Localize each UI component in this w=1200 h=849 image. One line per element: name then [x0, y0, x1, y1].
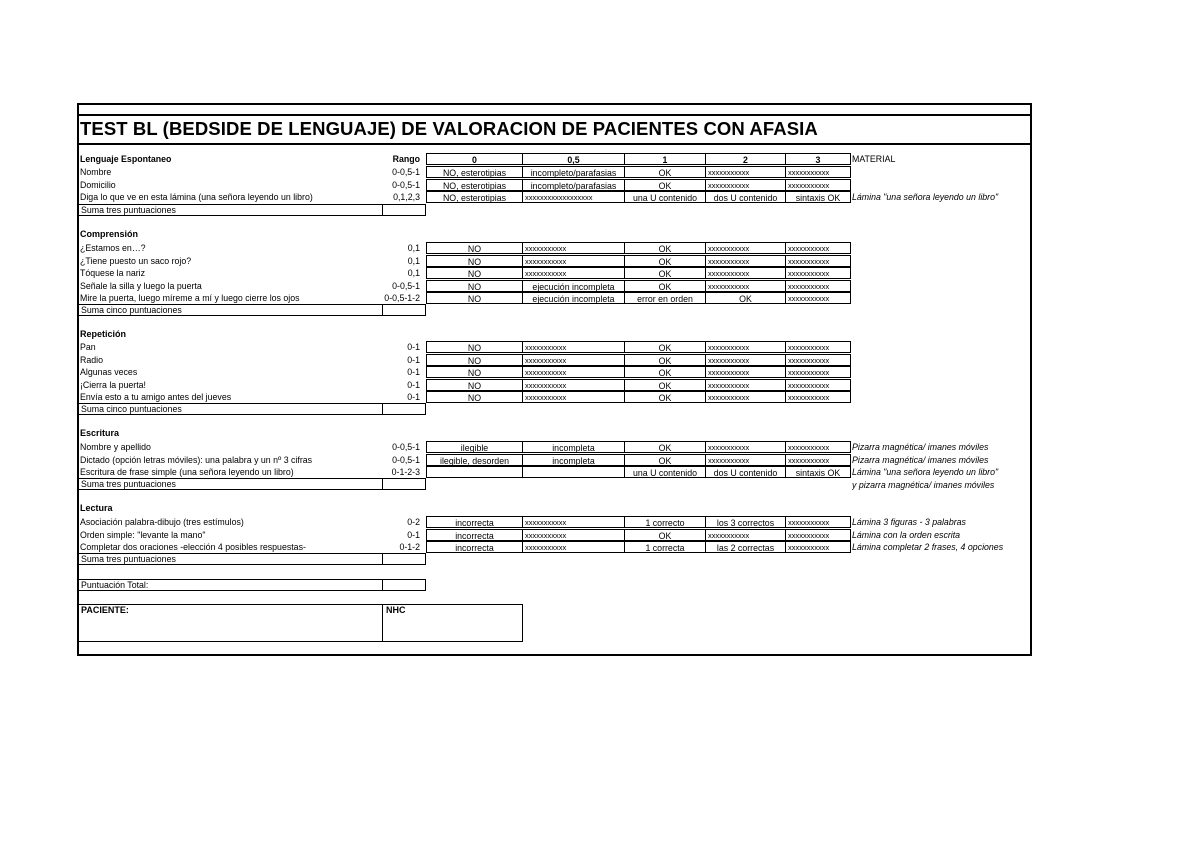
score-cell-c0: NO — [426, 267, 523, 279]
score-cell-c0: NO — [426, 292, 523, 304]
score-cell-c2: xxxxxxxxxxx — [705, 179, 786, 191]
score-cell-c0: NO — [426, 354, 523, 366]
item-range: 0,1,2,3 — [393, 192, 420, 202]
score-cell-c1: OK — [624, 341, 706, 353]
material-note: Lámina "una señora leyendo un libro" — [852, 192, 999, 202]
score-cell-c1: OK — [624, 454, 706, 466]
score-header-0: 0 — [426, 153, 523, 165]
section-title-espontaneo: Lenguaje Espontaneo — [80, 154, 172, 164]
sum-value-box[interactable] — [382, 553, 427, 565]
item-label: Nombre y apellido — [80, 442, 151, 452]
score-cell-c3: xxxxxxxxxxx — [785, 366, 851, 378]
score-cell-c2: xxxxxxxxxxx — [705, 454, 786, 466]
score-cell-c2: xxxxxxxxxxx — [705, 341, 786, 353]
item-range: 0-0,5-1 — [392, 454, 420, 465]
table-row — [0, 341, 1200, 353]
material-note: Lámina completar 2 frases, 4 opciones — [852, 542, 1004, 552]
score-cell-c1: una U contenido — [624, 191, 706, 203]
table-row — [0, 516, 1200, 528]
score-cell-c1: OK — [624, 391, 706, 403]
score-cell-c0 — [426, 466, 523, 478]
item-label: Algunas veces — [80, 367, 138, 377]
score-cell-c1: OK — [624, 242, 706, 254]
item-range: 0-1 — [407, 342, 420, 352]
item-label: Radio — [80, 354, 103, 365]
score-cell-c0: NO — [426, 280, 523, 292]
table-row — [0, 454, 1200, 466]
item-label: Dictado (opción letras móviles): una palabra y un nº 3 cifras — [80, 454, 313, 465]
sum-label: Suma cinco puntuaciones — [81, 305, 182, 315]
table-row — [0, 379, 1200, 391]
item-label: ¿Estamos en…? — [80, 243, 146, 253]
table-row — [0, 366, 1200, 378]
score-cell-c3: xxxxxxxxxxx — [785, 541, 851, 553]
score-cell-c1: 1 correcto — [624, 516, 706, 528]
score-cell-c05: xxxxxxxxxxx — [522, 242, 625, 254]
item-range: 0-1 — [407, 354, 420, 365]
item-label: Asociación palabra-dibujo (tres estímulos) — [80, 517, 244, 527]
total-score — [78, 579, 426, 591]
score-cell-c05: xxxxxxxxxxx — [522, 366, 625, 378]
section-title-escritura: Escritura — [80, 428, 120, 438]
score-cell-c1: OK — [624, 354, 706, 366]
item-range: 0-0,5-1-2 — [384, 293, 420, 303]
sum-label: Suma tres puntuaciones — [81, 205, 176, 215]
item-range: 0-2 — [407, 517, 420, 527]
table-row — [0, 166, 1200, 178]
score-cell-c05: xxxxxxxxxxx — [522, 516, 625, 528]
sum-label: Puntuación Total: — [81, 580, 149, 590]
sum-label: Suma cinco puntuaciones — [81, 404, 182, 414]
score-header-2: 1 — [624, 153, 706, 165]
sum-value-box[interactable] — [382, 403, 427, 415]
score-cell-c2: xxxxxxxxxxx — [705, 529, 786, 541]
score-header-1: 0,5 — [522, 153, 625, 165]
score-cell-c0: NO — [426, 379, 523, 391]
table-row — [0, 391, 1200, 403]
page-title: TEST BL (BEDSIDE DE LENGUAJE) DE VALORACION DE PACIENTES CON AFASIA — [80, 118, 818, 139]
score-cell-c2: xxxxxxxxxxx — [705, 441, 786, 453]
score-cell-c2: xxxxxxxxxxx — [705, 366, 786, 378]
patient-label: PACIENTE: — [81, 605, 129, 615]
item-range: 0-0,5-1 — [392, 179, 420, 190]
score-cell-c2: xxxxxxxxxxx — [705, 354, 786, 366]
table-row — [0, 441, 1200, 453]
score-cell-c05: xxxxxxxxxxx — [522, 391, 625, 403]
header-row — [0, 153, 1200, 165]
score-cell-c05: ejecución incompleta — [522, 280, 625, 292]
item-range: 0-0,5-1 — [392, 167, 420, 177]
score-cell-c0: incorrecta — [426, 516, 523, 528]
score-cell-c3: xxxxxxxxxxx — [785, 529, 851, 541]
score-cell-c0: ilegible — [426, 441, 523, 453]
patient-divider — [382, 605, 383, 641]
patient-box — [78, 604, 523, 642]
sum-value-box[interactable] — [382, 204, 427, 216]
sum-repeticion — [78, 403, 426, 415]
score-cell-c2: xxxxxxxxxxx — [705, 166, 786, 178]
score-cell-c3: xxxxxxxxxxx — [785, 242, 851, 254]
sum-label: Suma tres puntuaciones — [81, 554, 176, 564]
item-label: Orden simple: "levante la mano" — [80, 529, 206, 540]
score-cell-c3: sintaxis OK — [785, 466, 851, 478]
score-cell-c1: OK — [624, 280, 706, 292]
section-title-repeticion: Repetición — [80, 329, 127, 339]
table-row — [0, 179, 1200, 191]
item-range: 0,1 — [407, 243, 420, 253]
table-row — [0, 242, 1200, 254]
item-range: 0-1 — [407, 392, 420, 402]
score-cell-c1: 1 correcta — [624, 541, 706, 553]
top-bar — [77, 103, 1032, 116]
score-header-3: 2 — [705, 153, 786, 165]
score-cell-c1: OK — [624, 366, 706, 378]
sum-lectura — [78, 553, 426, 565]
score-cell-c3: xxxxxxxxxxx — [785, 454, 851, 466]
score-cell-c1: OK — [624, 179, 706, 191]
score-cell-c3: xxxxxxxxxxx — [785, 179, 851, 191]
score-cell-c3: xxxxxxxxxxx — [785, 391, 851, 403]
item-label: Domicilio — [80, 179, 116, 190]
score-cell-c05: incompleto/parafasias — [522, 179, 625, 191]
item-range: 0-1 — [407, 367, 420, 377]
score-cell-c3: xxxxxxxxxxx — [785, 166, 851, 178]
material-note: y pizarra magnética/ imanes móviles — [852, 480, 995, 490]
score-cell-c3: xxxxxxxxxxx — [785, 441, 851, 453]
item-label: Señale la silla y luego la puerta — [80, 280, 202, 291]
item-range: 0-1-2-3 — [391, 467, 420, 477]
item-label: Tóquese la nariz — [80, 268, 146, 278]
table-row — [0, 292, 1200, 304]
material-note: Lámina con la orden escrita — [852, 529, 961, 540]
item-range: 0-1 — [407, 379, 420, 390]
score-cell-c3: xxxxxxxxxxx — [785, 292, 851, 304]
score-cell-c0: NO — [426, 255, 523, 267]
item-range: 0-0,5-1 — [392, 442, 420, 452]
score-cell-c05: xxxxxxxxxxx — [522, 341, 625, 353]
table-row — [0, 541, 1200, 553]
score-cell-c05: xxxxxxxxxxx — [522, 354, 625, 366]
score-cell-c3: xxxxxxxxxxx — [785, 341, 851, 353]
item-label: Escritura de frase simple (una señora leyendo un libro) — [80, 467, 294, 477]
score-cell-c3: sintaxis OK — [785, 191, 851, 203]
score-header-4: 3 — [785, 153, 851, 165]
score-cell-c05: ejecución incompleta — [522, 292, 625, 304]
item-label: Pan — [80, 342, 96, 352]
table-row — [0, 354, 1200, 366]
score-cell-c0: NO — [426, 366, 523, 378]
score-cell-c2: las 2 correctas — [705, 541, 786, 553]
score-cell-c1: OK — [624, 379, 706, 391]
score-cell-c0: NO — [426, 242, 523, 254]
score-cell-c0: NO, esterotipias — [426, 191, 523, 203]
score-cell-c0: ilegible, desorden — [426, 454, 523, 466]
score-cell-c0: incorrecta — [426, 541, 523, 553]
score-cell-c3: xxxxxxxxxxx — [785, 379, 851, 391]
score-cell-c2: xxxxxxxxxxx — [705, 379, 786, 391]
score-cell-c1: error en orden — [624, 292, 706, 304]
sum-value-box[interactable] — [382, 579, 427, 591]
score-cell-c3: xxxxxxxxxxx — [785, 516, 851, 528]
sum-value-box[interactable] — [382, 304, 427, 316]
material-note: Pizarra magnética/ imanes móviles — [852, 454, 989, 465]
range-header: Rango — [392, 154, 420, 164]
sum-escritura — [78, 478, 426, 490]
score-cell-c05: xxxxxxxxxxx — [522, 255, 625, 267]
material-note: Lámina 3 figuras - 3 palabras — [852, 517, 966, 527]
table-row — [0, 267, 1200, 279]
score-cell-c2: OK — [705, 292, 786, 304]
score-cell-c05: xxxxxxxxxxx — [522, 529, 625, 541]
score-cell-c1: OK — [624, 166, 706, 178]
sum-comprension — [78, 304, 426, 316]
section-title-lectura: Lectura — [80, 503, 113, 513]
item-label: Nombre — [80, 167, 112, 177]
item-range: 0-1-2 — [399, 542, 420, 552]
score-cell-c05: incompleto/parafasias — [522, 166, 625, 178]
item-label: ¿Tiene puesto un saco rojo? — [80, 255, 192, 266]
score-cell-c1: OK — [624, 529, 706, 541]
score-cell-c1: OK — [624, 267, 706, 279]
item-range: 0,1 — [407, 268, 420, 278]
table-row — [0, 280, 1200, 292]
item-range: 0-0,5-1 — [392, 280, 420, 291]
sum-espontaneo — [78, 204, 426, 216]
sum-value-box[interactable] — [382, 478, 427, 490]
score-cell-c2: xxxxxxxxxxx — [705, 242, 786, 254]
material-note: Lámina "una señora leyendo un libro" — [852, 467, 999, 477]
material-header: MATERIAL — [852, 154, 896, 164]
score-cell-c1: OK — [624, 255, 706, 267]
item-range: 0-1 — [407, 529, 420, 540]
item-range: 0,1 — [407, 255, 420, 266]
score-cell-c2: xxxxxxxxxxx — [705, 280, 786, 292]
section-title-comprension: Comprensión — [80, 229, 139, 239]
item-label: Completar dos oraciones -elección 4 posibles respuestas- — [80, 542, 306, 552]
score-cell-c3: xxxxxxxxxxx — [785, 267, 851, 279]
score-cell-c05: xxxxxxxxxxxxxxxxxx — [522, 191, 625, 203]
score-cell-c2: xxxxxxxxxxx — [705, 391, 786, 403]
item-label: ¡Cierra la puerta! — [80, 379, 147, 390]
item-label: Mire la puerta, luego míreme a mí y luego cierre los ojos — [80, 293, 300, 303]
score-cell-c3: xxxxxxxxxxx — [785, 354, 851, 366]
table-row — [0, 466, 1200, 478]
material-note — [852, 179, 1032, 191]
score-cell-c05 — [522, 466, 625, 478]
table-row — [0, 529, 1200, 541]
score-cell-c2: xxxxxxxxxxx — [705, 267, 786, 279]
table-row — [0, 191, 1200, 203]
score-cell-c3: xxxxxxxxxxx — [785, 280, 851, 292]
material-note — [852, 166, 1032, 178]
score-cell-c05: xxxxxxxxxxx — [522, 541, 625, 553]
score-cell-c1: una U contenido — [624, 466, 706, 478]
material-note: Pizarra magnética/ imanes móviles — [852, 442, 989, 452]
score-cell-c0: NO, esterotipias — [426, 179, 523, 191]
table-row — [0, 255, 1200, 267]
score-cell-c2: xxxxxxxxxxx — [705, 255, 786, 267]
score-cell-c0: NO, esterotipias — [426, 166, 523, 178]
score-cell-c2: los 3 correctos — [705, 516, 786, 528]
score-cell-c05: xxxxxxxxxxx — [522, 379, 625, 391]
item-label: Envía esto a tu amigo antes del jueves — [80, 392, 232, 402]
title-divider — [77, 143, 1032, 145]
score-cell-c05: incompleta — [522, 454, 625, 466]
score-cell-c2: dos U contenido — [705, 191, 786, 203]
score-cell-c3: xxxxxxxxxxx — [785, 255, 851, 267]
nhc-label: NHC — [386, 605, 406, 615]
score-cell-c1: OK — [624, 441, 706, 453]
score-cell-c05: incompleta — [522, 441, 625, 453]
sum-label: Suma tres puntuaciones — [81, 479, 176, 489]
score-cell-c0: NO — [426, 391, 523, 403]
item-label: Diga lo que ve en esta lámina (una señora leyendo un libro) — [80, 192, 313, 202]
score-cell-c0: incorrecta — [426, 529, 523, 541]
score-cell-c0: NO — [426, 341, 523, 353]
score-cell-c05: xxxxxxxxxxx — [522, 267, 625, 279]
score-cell-c2: dos U contenido — [705, 466, 786, 478]
